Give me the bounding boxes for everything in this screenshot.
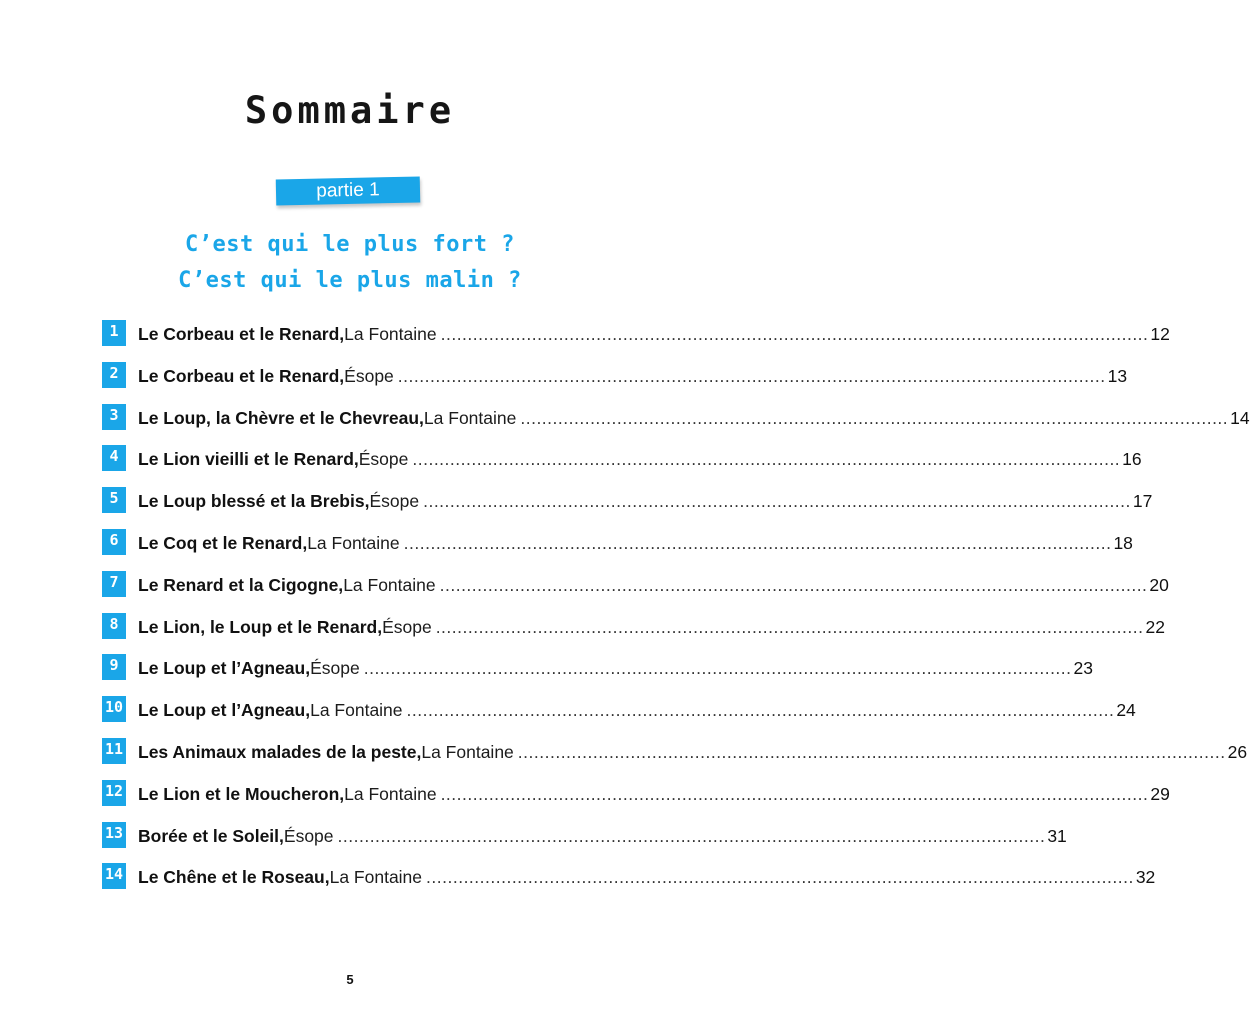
chapter-author: Ésope <box>369 491 420 512</box>
chapter-title: Le Loup et l’Agneau, <box>138 700 311 721</box>
toc-entry-3[interactable] <box>102 405 1250 448</box>
chapter-author: La Fontaine <box>344 783 437 804</box>
toc-entry-10[interactable] <box>102 698 1136 740</box>
chapter-number-badge: 3 <box>102 404 126 430</box>
chapter-title: Le Renard et la Cigogne, <box>138 574 344 595</box>
chapter-page-number: 12 <box>1150 324 1170 344</box>
dot-leader <box>520 406 1228 430</box>
chapter-number-badge: 8 <box>102 613 126 639</box>
chapter-number-badge: 12 <box>102 780 126 806</box>
dot-leader <box>404 531 1112 555</box>
dot-leader <box>440 573 1148 597</box>
toc-entry-12[interactable] <box>102 781 1170 824</box>
chapter-page-number: 14 <box>1230 407 1250 428</box>
chapter-number-badge: 9 <box>102 654 126 680</box>
chapter-author: La Fontaine <box>307 532 400 553</box>
page-title: Sommaire <box>244 88 456 132</box>
part-subtitle-line-2: C’est qui le plus malin ? <box>178 268 522 293</box>
chapter-author: La Fontaine <box>310 700 403 721</box>
part-badge: partie 1 <box>276 176 421 205</box>
chapter-title: Le Chêne et le Roseau, <box>138 867 330 888</box>
page-number: 5 <box>346 972 354 987</box>
chapter-page-number: 23 <box>1073 658 1093 679</box>
dot-leader <box>398 364 1106 388</box>
chapter-author: La Fontaine <box>343 574 436 595</box>
toc-entry-2[interactable] <box>102 363 1128 406</box>
chapter-number-badge: 5 <box>102 487 126 513</box>
dot-leader <box>423 489 1131 513</box>
chapter-page-number: 16 <box>1122 449 1142 470</box>
part-subtitle-line-1: C’est qui le plus fort ? <box>185 232 515 257</box>
chapter-number-badge: 2 <box>102 362 126 388</box>
toc-entry-5[interactable] <box>102 489 1153 531</box>
dot-leader <box>364 656 1072 680</box>
chapter-author: Ésope <box>358 449 409 470</box>
chapter-title: Borée et le Soleil, <box>138 825 284 846</box>
toc-entry-14[interactable] <box>102 865 1156 907</box>
toc-entry-7[interactable] <box>102 572 1169 615</box>
chapter-number-badge: 7 <box>102 571 126 597</box>
chapter-page-number: 24 <box>1116 700 1136 721</box>
chapter-title: Le Corbeau et le Renard, <box>138 324 345 344</box>
dot-leader <box>441 322 1149 346</box>
dot-leader <box>426 865 1134 889</box>
dot-leader <box>338 824 1046 848</box>
chapter-number-badge: 10 <box>102 696 126 722</box>
chapter-page-number: 17 <box>1132 491 1153 512</box>
chapter-page-number: 32 <box>1135 867 1156 888</box>
chapter-author: Ésope <box>283 825 334 846</box>
dot-leader <box>518 740 1226 764</box>
chapter-page-number: 22 <box>1145 616 1165 637</box>
chapter-title: Le Lion, le Loup et le Renard, <box>138 616 383 637</box>
chapter-author: La Fontaine <box>421 741 514 762</box>
chapter-title: Le Lion vieilli et le Renard, <box>138 449 359 470</box>
toc-entry-8[interactable] <box>102 614 1165 657</box>
chapter-author: La Fontaine <box>423 407 517 428</box>
toc-entry-4[interactable] <box>102 447 1142 489</box>
chapter-title: Les Animaux malades de la peste, <box>138 741 422 762</box>
dot-leader <box>407 698 1115 722</box>
toc-entry-11[interactable] <box>102 739 1248 782</box>
chapter-number-badge: 14 <box>102 863 126 889</box>
chapter-page-number: 20 <box>1149 574 1169 595</box>
chapter-author: La Fontaine <box>329 867 423 888</box>
chapter-number-badge: 6 <box>102 529 126 555</box>
chapter-page-number: 18 <box>1113 532 1133 553</box>
dot-leader <box>412 447 1120 471</box>
chapter-title: Le Loup, la Chèvre et le Chevreau, <box>138 407 424 428</box>
chapter-number-badge: 1 <box>102 320 126 346</box>
chapter-page-number: 13 <box>1107 365 1128 386</box>
dot-leader <box>436 615 1144 639</box>
dot-leader <box>441 782 1149 806</box>
chapter-page-number: 26 <box>1227 741 1248 762</box>
chapter-author: Ésope <box>344 365 394 386</box>
chapter-title: Le Loup blessé et la Brebis, <box>138 491 370 512</box>
toc-entry-1[interactable] <box>102 322 1170 364</box>
chapter-title: Le Loup et l’Agneau, <box>138 658 311 679</box>
chapter-page-number: 29 <box>1150 783 1170 804</box>
toc-entry-13[interactable] <box>102 823 1067 866</box>
chapter-number-badge: 13 <box>102 822 126 848</box>
chapter-author: Ésope <box>382 616 432 637</box>
toc-entry-9[interactable] <box>102 656 1093 698</box>
chapter-title: Le Corbeau et le Renard, <box>138 365 345 386</box>
chapter-author: La Fontaine <box>344 324 437 344</box>
chapter-author: Ésope <box>310 658 360 679</box>
toc-entry-6[interactable] <box>102 530 1133 573</box>
chapter-number-badge: 4 <box>102 445 126 471</box>
chapter-title: Le Coq et le Renard, <box>138 532 308 553</box>
table-of-contents <box>102 322 1250 907</box>
chapter-number-badge: 11 <box>102 738 126 764</box>
chapter-page-number: 31 <box>1047 825 1067 846</box>
chapter-title: Le Lion et le Moucheron, <box>138 783 345 804</box>
